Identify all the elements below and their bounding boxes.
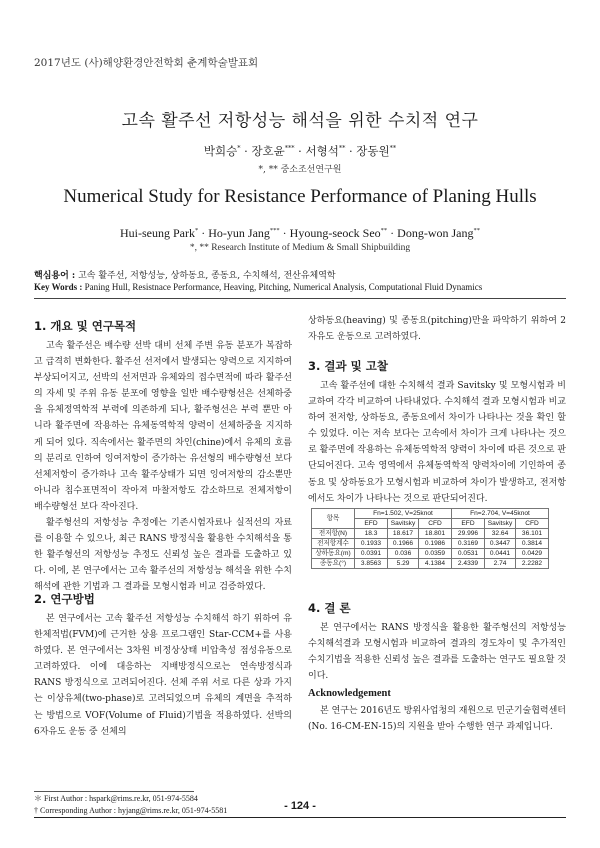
paragraph: 고속 활주선은 배수량 선박 대비 선체 주변 유동 분포가 복잡하고 급격히 변화한다. 활주선 선저에서 발생되는 양력으로 지지하여 부상되어지고, 선박의 선저면과 유체와의 접수면적에 따라 활주선의 자세 및 주위 유동 분포에 영향을 일반 배수량형선은 선체하중을 유체정역학적 부력에 의존하게 되나, 활주형선은 부력 뿐만 아니라 활주면에 작용하는 유체동역학적 양력이 선체하중을 지지하게 되어 있다. 직속에서는 활주면의 차인(chine)에서 유체의 흐름의 분리로 인하여 잉여저항이 증가하는 유선형의 배수량형선 보다 선체저항이 증가하나 고속 활주상태가 되면 잉여저항의 감소뿐만 아니라 침수표면적이 작아져 마찰저항도 감소하므로 전체저항이 배수량형선 보다 작아진다. bbox=[34, 341, 292, 512]
author-name: Hui-seung Park bbox=[120, 226, 195, 240]
author-mark: * bbox=[237, 144, 241, 153]
keywords-english bbox=[34, 282, 482, 292]
author-separator: · bbox=[345, 144, 357, 158]
table-group-header: Fn=2.704, V=45knot bbox=[452, 509, 549, 519]
author-mark: * bbox=[195, 227, 199, 234]
footnote-text: Corresponding Author : hyjang@rims.re.kr, 051-974-5581 bbox=[40, 806, 228, 815]
author-separator: · bbox=[240, 144, 252, 158]
author-mark: *** bbox=[269, 227, 280, 234]
table-cell: 5.29 bbox=[388, 559, 419, 569]
table-row bbox=[312, 559, 549, 569]
author-mark: ** bbox=[389, 144, 397, 153]
author-mark: ** bbox=[473, 227, 480, 234]
acknowledgement bbox=[308, 688, 566, 735]
author-name: 장호윤 bbox=[251, 144, 285, 158]
table-group-header: Fn=1.502, V=25knot bbox=[355, 509, 452, 519]
table-cell: 0.036 bbox=[388, 549, 419, 559]
table-cell: 0.3814 bbox=[516, 539, 549, 549]
author-separator: · bbox=[279, 226, 290, 240]
table-cell: 3.8563 bbox=[355, 559, 388, 569]
table-cell: 2.4339 bbox=[452, 559, 485, 569]
table-cell: 36.101 bbox=[516, 529, 549, 539]
section-heading: 1. 개요 및 연구목적 bbox=[34, 319, 137, 333]
author-separator: · bbox=[294, 144, 306, 158]
table-subheader: CFD bbox=[516, 519, 549, 529]
table-cell: 0.3169 bbox=[452, 539, 485, 549]
table-cell: 2.74 bbox=[485, 559, 516, 569]
table-subheader: Savitsky bbox=[485, 519, 516, 529]
keywords-text: 고속 활주선, 저항성능, 상하동요, 종동요, 수치해석, 전산유체역학 bbox=[78, 271, 336, 281]
paragraph: 본 연구에서는 고속 활주선 저항성능 수치해석 하기 위하여 유한체적법(FVM)에 근거한 상용 프로그램인 Star-CCM+를 사용하였다. 본 연구에서는 3차원 비정상상태 비압축성 점성유동으로 고려하였다. 이에 대응하는 지배방정식으로는 연속방정식과 RANS 방정식으로 고려되어진다. 선체 주위 서로 다른 상과 가지는 이상유체(two-phase)로 고려되었으며 유체의 계면을 추적하는 방법으로 VOF(Volume of Fluid)기법을 적용하였다. 선박의 6자유도 운동 중 선체의 bbox=[34, 614, 292, 737]
author-name: 박희승 bbox=[203, 144, 238, 158]
page-bottom-rule bbox=[34, 817, 566, 818]
keywords-label: 핵심용어 : bbox=[34, 271, 76, 281]
table-cell: 0.0359 bbox=[419, 549, 452, 559]
section-2 bbox=[34, 591, 292, 740]
english-authors bbox=[0, 226, 600, 241]
author-mark: ** bbox=[338, 144, 346, 153]
table-cell: 29.996 bbox=[452, 529, 485, 539]
author-name: Dong-won Jang bbox=[397, 226, 474, 240]
english-affiliation: *, ** Research Institute of Medium & Small Shipbuilding bbox=[189, 243, 411, 253]
author-mark: *** bbox=[284, 144, 295, 153]
section-4 bbox=[308, 600, 566, 684]
table-subheader: Savitsky bbox=[388, 519, 419, 529]
author-name: 장동원 bbox=[356, 144, 390, 158]
table-row-label: 상하동요(m) bbox=[312, 549, 355, 559]
author-separator: · bbox=[387, 226, 398, 240]
table-cell: 0.1966 bbox=[388, 539, 419, 549]
table-row-label: 전저항(N) bbox=[312, 529, 355, 539]
english-title: Numerical Study for Resistance Performance of Planing Hulls bbox=[63, 186, 537, 207]
section-heading: 3. 결과 및 고찰 bbox=[308, 359, 388, 373]
table-cell: 0.0441 bbox=[485, 549, 516, 559]
section-heading: 2. 연구방법 bbox=[34, 592, 95, 606]
paragraph: 활주형선의 저항성능 추정에는 기존시험자료나 실적선의 자료를 이용할 수 있으나, 최근 RANS 방정식을 활용한 수치해석을 통한 활주형선의 저항성능 추정도 신뢰성 높은 결과를 도출하고 있다. 이에, 본 연구에서는 고속 활주선의 저항성능 해석을 위한 수치해석에 관한 기법과 그 결과를 모형시험과 비교 검증하였다. bbox=[34, 518, 292, 593]
table-subheader: EFD bbox=[355, 519, 388, 529]
paragraph: 고속 활주선에 대한 수치해석 결과 Savitsky 및 모형시험과 비교하여 각각 비교하여 나타내었다. 수치해석 결과 모형시험과 비교하여 전저항, 상하동요, 종동요에서 차이가 나타나는 것을 확인 할 수 있었다. 이는 저속 보다는 고속에서 차이가 크게 나타나는 것으로 활주면에 작용하는 유체동역학적 양력이 차이에 따른 것으로 판단되어진다. 고속 영역에서 유체동역학적 양력차이에 기인하여 종동요 및 상하동요가 모형시험과 비교하여 차이가 발생하고, 전저항에서도 차이가 나타나는 것으로 판단되어진다. bbox=[308, 381, 566, 504]
korean-affiliation: *, ** 중소조선연구원 bbox=[258, 165, 342, 175]
table-subheader: EFD bbox=[452, 519, 485, 529]
table-cell: 32.64 bbox=[485, 529, 516, 539]
author-name: Ho-yun Jang bbox=[208, 226, 270, 240]
table-row bbox=[312, 549, 549, 559]
section-3 bbox=[308, 358, 566, 507]
table-row-label: 종동요(°) bbox=[312, 559, 355, 569]
footnote-corresponding-author: † Corresponding Author : hyjang@rims.re.kr, 051-974-5581 bbox=[34, 806, 228, 815]
table-cell: 18.801 bbox=[419, 529, 452, 539]
table-cell: 0.0429 bbox=[516, 549, 549, 559]
footnote-divider bbox=[34, 791, 194, 792]
table-header: 항목 bbox=[312, 509, 355, 529]
divider bbox=[34, 298, 566, 299]
footnote-first-author: ＊ First Author : hspark@rims.re.kr, 051-974-5584 bbox=[34, 794, 198, 803]
keywords-korean bbox=[34, 268, 336, 281]
footnote-text: First Author : hspark@rims.re.kr, 051-974-5584 bbox=[44, 794, 198, 803]
conference-header: 2017년도 (사)해양환경안전학회 춘계학술발표회 bbox=[34, 57, 259, 69]
results-table-wrap bbox=[311, 508, 549, 569]
acknowledgement-heading: Acknowledgement bbox=[308, 688, 391, 699]
table-cell: 0.1986 bbox=[419, 539, 452, 549]
author-separator: · bbox=[198, 226, 209, 240]
table-subheader: CFD bbox=[419, 519, 452, 529]
table-cell: 18.617 bbox=[388, 529, 419, 539]
keywords-label: Key Words : bbox=[34, 282, 83, 292]
keywords-text: Paning Hull, Resistnace Performance, Heaving, Pitching, Numerical Analysis, Computational Fluid Dynamics bbox=[84, 282, 483, 292]
table-cell: 4.1384 bbox=[419, 559, 452, 569]
author-mark: ** bbox=[380, 227, 388, 234]
author-name: Hyoung-seock Seo bbox=[289, 226, 381, 240]
page-number: - 124 - bbox=[284, 800, 316, 812]
korean-title: 고속 활주선 저항성능 해석을 위한 수치적 연구 bbox=[121, 111, 479, 131]
table-row bbox=[312, 539, 549, 549]
table-cell: 0.1933 bbox=[355, 539, 388, 549]
table-cell: 0.0531 bbox=[452, 549, 485, 559]
section-heading: 4. 결 론 bbox=[308, 601, 351, 615]
table-cell: 0.0391 bbox=[355, 549, 388, 559]
table-cell: 0.3447 bbox=[485, 539, 516, 549]
section-1 bbox=[34, 318, 292, 596]
korean-authors bbox=[0, 143, 600, 159]
paragraph: 본 연구에서는 RANS 방정식을 활용한 활주형선의 저항성능 수치해석결과 모형시험과 비교하여 결과의 경도차이 및 추가적인 수치기법을 적용한 신뢰성 높은 결과를 도출하는 연구도 필요할 것이다. bbox=[308, 623, 566, 682]
results-table bbox=[311, 508, 549, 569]
section-2-continued bbox=[308, 313, 566, 345]
paragraph: 상하동요(heaving) 및 종동요(pitching)만을 파악하기 위하여 2자유도 운동으로 고려하였다. bbox=[308, 316, 566, 343]
table-row-label: 전저항계수 bbox=[312, 539, 355, 549]
paragraph: 본 연구는 2016년도 방위사업청의 재원으로 민군기술협력센터(No. 16-CM-EN-15)의 지원을 받아 수행한 연구 과제입니다. bbox=[308, 706, 566, 733]
author-name: 서형석 bbox=[305, 144, 339, 158]
table-cell: 2.2282 bbox=[516, 559, 549, 569]
table-cell: 18.3 bbox=[355, 529, 388, 539]
table-row bbox=[312, 529, 549, 539]
